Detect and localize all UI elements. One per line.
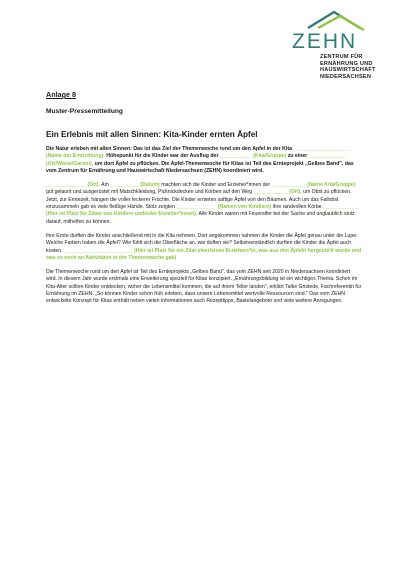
body-paragraph xyxy=(46,269,362,305)
logo-tagline-line: NIEDERSACHSEN xyxy=(320,73,372,80)
logo-tagline-line: ERNÄHRUNG UND xyxy=(320,60,373,67)
press-headline: Ein Erlebnis mit allen Sinnen: Kita-Kinder ernten Äpfel xyxy=(46,130,258,139)
body-text: Die Themenwoche rund um den Apfel ist Teil des Ernteprojekts „Gelbes Band", das vom ZEHN seit 2020 in Niedersachsen koordiniert wird. In diesem Jahr wurde erstmals eine Erweiterung speziell für Kitas konzipiert. „Ernährungsbildung ist ein wichtiges Thema. Schon im Kita-Alter sollten Kinder entdecken, woher die Lebensmittel kommen, die auf ihrem Teller landen", erklärt Talke Gristede, Fachreferentin für Ernährung im ZEHN. „So können Kinder schon früh erleben, dass unsere Lebensmittel wertvolle Ressourcen sind." Das vom ZEHN entwickelte Konzept für Kitas enthält neben vielen Informationen auch Rezepttipps, Bastelangebote und viele weitere Anregungen. xyxy=(46,269,362,305)
body-paragraph xyxy=(46,182,362,226)
placeholder-kita-name: ____________ (Name Kita/Gruppe) xyxy=(271,182,356,189)
placeholder-quotes: ____________ (Hier ist Platz für Zitate von Kindern und/oder Erzieher*innen). xyxy=(46,204,359,218)
logo-tagline-line: HAUSWIRTSCHAFT xyxy=(320,67,376,74)
placeholder-location: _____________ (Ort/Wiese/Garten), xyxy=(46,153,347,167)
body-text: Ihre Ernte durften die Kinder anschließend mit in die Kita nehmen. Dort angekommen nahmen die Kinder die Äpfel genau unter die Lupe: Welche Farben haben die Äpfel? Wie fühlt sich die Oberfläche an, wie duften sie? Selbstverständlich durften die Kinder die Äpfel auch kosten. xyxy=(46,232,358,254)
lead-text: zu einer xyxy=(286,153,309,160)
body-text: gut gelaunt und ausgerüstet mit Matschkleidung, Picknickdecken und Körben auf den Weg xyxy=(46,189,254,196)
placeholder-educator-quote: ________________________ (Hier ist Platz für ein Zitat einer/eines Erziehers*in, was aus den Äpfeln hergestellt wurde und was es noch an Aktivitäten in der Themenwoche gab) xyxy=(46,247,362,261)
placeholder-kita-group: ___________ (Kita/Gruppe) xyxy=(219,153,287,160)
logo-tagline xyxy=(320,54,376,80)
body-text: um Obst zu pflücken. Jetzt, zur Erntezeit, hängen die voller leckerer Früchte. Die Kinder ernteten saftige Äpfel von den Bäumen. Auch um das Fallobst einzusammeln gab es viele fleißige Hände. Stolz zeigten xyxy=(46,189,352,211)
placeholder-place: ______________ (Ort). xyxy=(46,182,101,189)
logo-wordmark: ZEHN xyxy=(292,30,358,53)
placeholder-date: __________ (Datum) xyxy=(110,182,160,189)
logo-tagline-line: ZENTRUM FÜR xyxy=(320,54,363,60)
lead-paragraph xyxy=(46,146,362,175)
document-type: Muster-Pressemitteilung xyxy=(46,108,123,115)
lead-text: Höhepunkt für die Kinder war der Ausflug der xyxy=(104,153,220,160)
placeholder-destination: ____________ (Ort), xyxy=(253,189,302,196)
lead-text: um dort Äpfel zu pflücken. Die Apfel-Themenwoche für Kitas ist Teil des Ernteprojekt „Gelbes Band", das vom Zentrum für Ernährung und Hauswirtschaft Niedersachsen (ZEHN) koordiniert wird. xyxy=(46,160,354,174)
body-text: ihre randvollen Körbe. xyxy=(271,204,325,211)
document-body xyxy=(46,90,362,313)
body-text: Am xyxy=(100,182,111,189)
body-text: machten sich die Kinder und Erzieher*innen der xyxy=(159,182,272,189)
annex-label: Anlage 8 xyxy=(46,90,76,99)
body-paragraph xyxy=(46,233,362,262)
zehn-logo xyxy=(288,6,392,80)
placeholder-facility-name: ____________________ (Name der Einrichtung). xyxy=(46,146,352,160)
body-text: Alle Kinder waren mit Feuereifer bei der Sache und unglaublich stolz darauf, mithelfen zu können. xyxy=(46,211,355,225)
placeholder-child-names: ______________ (Namen von Kind/ern) xyxy=(176,204,272,211)
lead-text: Die Natur erleben mit allen Sinnen: Das ist das Ziel der Themenwoche rund um den Apfel in der Kita xyxy=(46,146,294,152)
